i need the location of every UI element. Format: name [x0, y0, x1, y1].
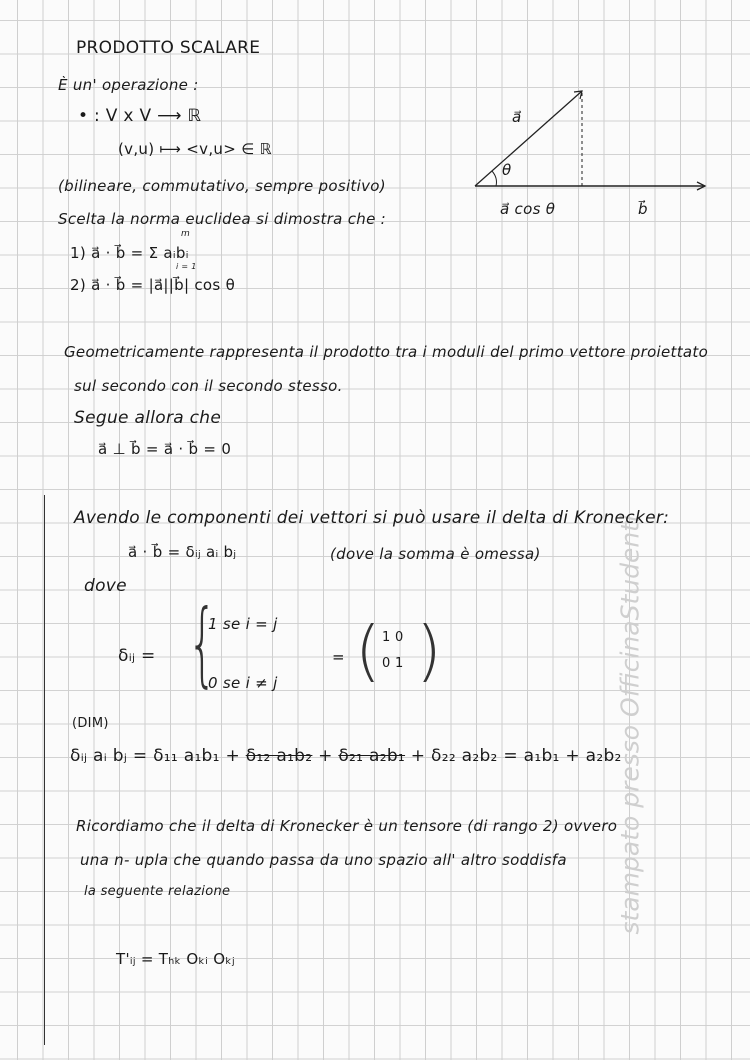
brace: {: [187, 590, 217, 697]
choice-text: Scelta la norma euclidea si dimostra che :: [58, 210, 387, 228]
follows-text: Segue allora che: [74, 408, 222, 428]
sum-top: m: [181, 229, 191, 239]
watermark: stampato presso OfficinaStudenti: [615, 515, 645, 935]
diagram-label-a: a⃗: [512, 108, 522, 126]
vector-a-line: [475, 91, 582, 186]
kronecker-intro: Avendo le componenti dei vettori si può usare il delta di Kronecker:: [74, 508, 670, 528]
orthogonal-formula: a⃗ ⊥ b⃗ = a⃗ · b⃗ = 0: [98, 440, 232, 458]
properties-text: (bilineare, commutativo, sempre positivo): [58, 177, 386, 195]
tensor-formula: T'ᵢⱼ = Tₕₖ Oₖᵢ Oₖⱼ: [116, 950, 235, 968]
diagram-label-b: b⃗: [638, 200, 648, 218]
case-equal: 1 se i = j: [208, 615, 278, 633]
matrix-row-1: 1 0: [382, 630, 404, 645]
map-element: (v,u) ⟼ <v,u> ∈ ℝ: [118, 140, 272, 158]
proof-struck-term-2: δ₂₁ a₂b₁: [338, 746, 406, 766]
angle-arc: [492, 171, 497, 186]
where-text: dove: [84, 576, 127, 596]
geometric-line-1: Geometricamente rappresenta il prodotto tra i moduli del primo vettore proiettato: [64, 343, 709, 361]
proof-lhs: δᵢⱼ aᵢ bⱼ = δ₁₁ a₁b₁ +: [70, 746, 246, 766]
proof-plus: +: [312, 746, 339, 766]
proof-struck-term-1: δ₁₂ a₁b₂: [245, 746, 313, 766]
matrix-row-2: 0 1: [382, 656, 404, 671]
diagram-label-projection: a⃗ cos θ: [500, 200, 556, 218]
matrix-equals: =: [332, 648, 345, 666]
matrix-right-paren: ): [416, 612, 442, 689]
delta-label: δᵢⱼ =: [118, 646, 156, 666]
matrix-left-paren: (: [355, 612, 381, 689]
diagram-label-theta: θ: [502, 161, 512, 179]
geometric-line-2: sul secondo con il secondo stesso.: [74, 377, 343, 395]
formula-2: 2) a⃗ · b⃗ = |a⃗||b⃗| cos θ: [70, 276, 236, 294]
formula-1: 1) a⃗ · b⃗ = Σ aᵢbᵢ: [70, 244, 189, 262]
proof-line: [70, 746, 622, 766]
kronecker-note: (dove la somma è omessa): [330, 545, 541, 563]
tensor-line-1: Ricordiamo che il delta di Kronecker è un tensore (di rango 2) ovvero: [76, 817, 618, 835]
sum-bottom: i = 1: [176, 262, 197, 271]
tensor-line-3: la seguente relazione: [84, 884, 231, 899]
case-not-equal: 0 se i ≠ j: [208, 674, 278, 692]
map-domain: • : V x V ⟶ ℝ: [78, 106, 202, 126]
intro-text: È un' operazione :: [58, 76, 199, 94]
dim-label: (DIM): [72, 716, 109, 731]
proof-rhs: + δ₂₂ a₂b₂ = a₁b₁ + a₂b₂: [405, 746, 622, 766]
kronecker-formula: a⃗ · b⃗ = δᵢⱼ aᵢ bⱼ: [128, 543, 237, 561]
page-title: PRODOTTO SCALARE: [76, 38, 261, 58]
tensor-line-2: una n- upla che quando passa da uno spazio all' altro soddisfa: [80, 851, 567, 869]
